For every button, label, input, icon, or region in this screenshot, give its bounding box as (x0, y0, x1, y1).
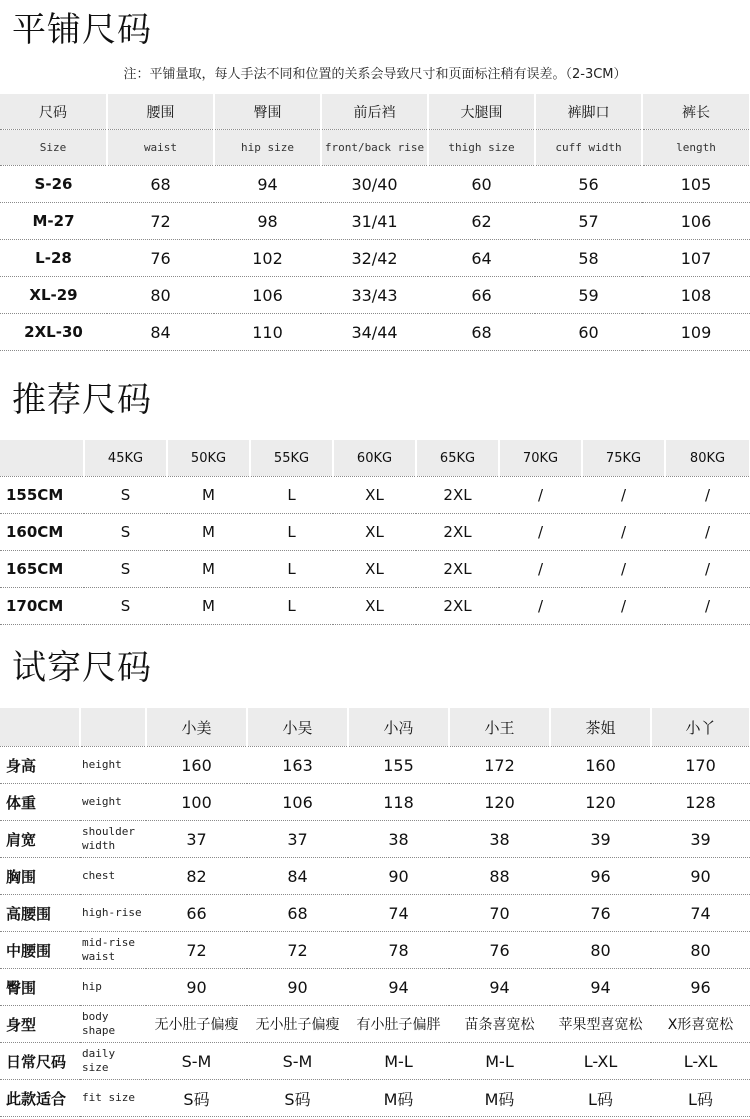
table-cell: L (250, 588, 333, 625)
column-header: 裤长 (642, 94, 750, 130)
table-cell: 70 (449, 895, 550, 932)
measure-label: 身型 (0, 1006, 80, 1043)
table-cell: S (84, 514, 167, 551)
column-header: 50KG (167, 440, 250, 477)
column-header: 55KG (250, 440, 333, 477)
table-cell: S-M (146, 1043, 247, 1080)
measure-label-en: body shape (80, 1006, 146, 1043)
column-header: 小丫 (651, 708, 750, 747)
table-cell: 2XL (416, 588, 499, 625)
table-cell: / (499, 588, 582, 625)
table-cell: 80 (550, 932, 651, 969)
column-header: 45KG (84, 440, 167, 477)
table-cell: 160 (550, 747, 651, 784)
table-cell: 34/44 (321, 314, 428, 351)
measure-label-en: hip (80, 969, 146, 1006)
table-cell: S码 (146, 1080, 247, 1117)
size-label: L-28 (0, 240, 107, 277)
size-label: XL-29 (0, 277, 107, 314)
table-cell: 90 (348, 858, 449, 895)
table-cell: / (499, 551, 582, 588)
table-cell: 80 (107, 277, 214, 314)
table-cell: / (582, 514, 665, 551)
table-cell: 76 (550, 895, 651, 932)
recommended-size-table (0, 440, 750, 625)
table-row (0, 514, 750, 551)
table-cell: 59 (535, 277, 642, 314)
table-row (0, 1080, 750, 1117)
table-cell: S码 (247, 1080, 348, 1117)
column-header-en: Size (0, 130, 107, 166)
table-cell: / (665, 477, 750, 514)
table-cell: 88 (449, 858, 550, 895)
table-cell: 76 (449, 932, 550, 969)
table-cell: 172 (449, 747, 550, 784)
table-cell: 80 (651, 932, 750, 969)
table-cell: 74 (348, 895, 449, 932)
section-title-tryon-size: 试穿尺码 (12, 648, 152, 688)
table-row (0, 747, 750, 784)
measure-label: 高腰围 (0, 895, 80, 932)
table-cell: / (665, 551, 750, 588)
column-header: 65KG (416, 440, 499, 477)
column-header: 小王 (449, 708, 550, 747)
table-cell: / (499, 514, 582, 551)
table-cell: 94 (214, 166, 321, 203)
column-header: 75KG (582, 440, 665, 477)
measure-label-en: mid-rise waist (80, 932, 146, 969)
table-cell: 66 (146, 895, 247, 932)
table-row (0, 969, 750, 1006)
table-cell: 56 (535, 166, 642, 203)
table-cell: L-XL (651, 1043, 750, 1080)
table-row (0, 477, 750, 514)
table-cell: S (84, 551, 167, 588)
table-cell: L (250, 477, 333, 514)
measure-label-en: daily size (80, 1043, 146, 1080)
size-label: M-27 (0, 203, 107, 240)
table-cell: M-L (449, 1043, 550, 1080)
table-row (0, 588, 750, 625)
table-cell: / (582, 588, 665, 625)
table-row (0, 1006, 750, 1043)
table-cell: 无小肚子偏瘦 (247, 1006, 348, 1043)
table-cell: 82 (146, 858, 247, 895)
table-cell: 68 (247, 895, 348, 932)
table-cell: M (167, 588, 250, 625)
table-cell: 106 (642, 203, 750, 240)
table-cell: 118 (348, 784, 449, 821)
table-cell: L-XL (550, 1043, 651, 1080)
table-cell: 58 (535, 240, 642, 277)
table-cell: 106 (247, 784, 348, 821)
table-cell: 94 (449, 969, 550, 1006)
table-cell: 2XL (416, 477, 499, 514)
table-cell: 90 (247, 969, 348, 1006)
table-cell: 33/43 (321, 277, 428, 314)
table-cell: L码 (651, 1080, 750, 1117)
table-cell: 96 (550, 858, 651, 895)
header-row (0, 440, 750, 477)
table-row (0, 858, 750, 895)
column-header (80, 708, 146, 747)
table-row (0, 551, 750, 588)
height-label: 165CM (0, 551, 84, 588)
table-cell: 37 (146, 821, 247, 858)
table-cell: 94 (348, 969, 449, 1006)
table-row (0, 203, 750, 240)
column-header-en: front/back rise (321, 130, 428, 166)
table-cell: 94 (550, 969, 651, 1006)
measure-label: 肩宽 (0, 821, 80, 858)
table-cell: 110 (214, 314, 321, 351)
table-cell: M码 (348, 1080, 449, 1117)
table-cell: 102 (214, 240, 321, 277)
table-cell: 72 (107, 203, 214, 240)
table-cell: 98 (214, 203, 321, 240)
table-cell: M (167, 514, 250, 551)
table-cell: 68 (428, 314, 535, 351)
column-header: 臀围 (214, 94, 321, 130)
table-cell: 76 (107, 240, 214, 277)
flat-size-table (0, 94, 750, 351)
table-cell: L码 (550, 1080, 651, 1117)
column-header: 70KG (499, 440, 582, 477)
table-cell: XL (333, 477, 416, 514)
table-cell: 74 (651, 895, 750, 932)
table-cell: XL (333, 551, 416, 588)
table-cell: 90 (651, 858, 750, 895)
table-cell: 160 (146, 747, 247, 784)
table-cell: S (84, 588, 167, 625)
column-header-en: hip size (214, 130, 321, 166)
column-header: 前后裆 (321, 94, 428, 130)
table-cell: 无小肚子偏瘦 (146, 1006, 247, 1043)
table-cell: 60 (535, 314, 642, 351)
measure-label: 日常尺码 (0, 1043, 80, 1080)
measure-label: 中腰围 (0, 932, 80, 969)
table-cell: 107 (642, 240, 750, 277)
table-row (0, 895, 750, 932)
table-cell: M (167, 477, 250, 514)
column-header: 小冯 (348, 708, 449, 747)
table-cell: / (499, 477, 582, 514)
size-label: 2XL-30 (0, 314, 107, 351)
table-cell: 57 (535, 203, 642, 240)
table-cell: M码 (449, 1080, 550, 1117)
table-cell: 90 (146, 969, 247, 1006)
header-row (0, 708, 750, 747)
table-row (0, 784, 750, 821)
measure-label: 胸围 (0, 858, 80, 895)
table-cell: 72 (247, 932, 348, 969)
column-header: 尺码 (0, 94, 107, 130)
table-cell: 有小肚子偏胖 (348, 1006, 449, 1043)
measure-label: 体重 (0, 784, 80, 821)
table-row (0, 314, 750, 351)
height-label: 170CM (0, 588, 84, 625)
table-cell: 66 (428, 277, 535, 314)
height-label: 155CM (0, 477, 84, 514)
table-cell: 106 (214, 277, 321, 314)
measure-label-en: shoulder width (80, 821, 146, 858)
table-cell: 62 (428, 203, 535, 240)
table-cell: 苗条喜宽松 (449, 1006, 550, 1043)
table-row (0, 1043, 750, 1080)
measure-label-en: weight (80, 784, 146, 821)
table-cell: 128 (651, 784, 750, 821)
table-cell: 108 (642, 277, 750, 314)
table-cell: / (582, 477, 665, 514)
measure-label: 此款适合 (0, 1080, 80, 1117)
column-header: 小美 (146, 708, 247, 747)
table-cell: 苹果型喜宽松 (550, 1006, 651, 1043)
table-cell: S (84, 477, 167, 514)
column-header (0, 708, 80, 747)
header-row-en (0, 130, 750, 166)
table-cell: 120 (449, 784, 550, 821)
table-row (0, 821, 750, 858)
table-cell: 100 (146, 784, 247, 821)
table-cell: 38 (449, 821, 550, 858)
table-cell: M (167, 551, 250, 588)
table-cell: 2XL (416, 551, 499, 588)
table-cell: 72 (146, 932, 247, 969)
measure-label-en: fit size (80, 1080, 146, 1117)
column-header-en: waist (107, 130, 214, 166)
measure-label: 臀围 (0, 969, 80, 1006)
table-cell: 163 (247, 747, 348, 784)
table-cell: 155 (348, 747, 449, 784)
tryon-size-table (0, 708, 750, 1117)
measure-label-en: high-rise (80, 895, 146, 932)
table-cell: 64 (428, 240, 535, 277)
table-cell: L (250, 514, 333, 551)
table-row (0, 932, 750, 969)
header-row-cn (0, 94, 750, 130)
table-cell: 37 (247, 821, 348, 858)
table-cell: 38 (348, 821, 449, 858)
column-header-en: length (642, 130, 750, 166)
column-header: 60KG (333, 440, 416, 477)
column-header-en: thigh size (428, 130, 535, 166)
table-cell: 31/41 (321, 203, 428, 240)
table-cell: 2XL (416, 514, 499, 551)
size-label: S-26 (0, 166, 107, 203)
column-header: 腰围 (107, 94, 214, 130)
height-label: 160CM (0, 514, 84, 551)
section-title-recommended-size: 推荐尺码 (12, 380, 152, 420)
table-cell: XL (333, 588, 416, 625)
table-cell: / (665, 514, 750, 551)
table-cell: L (250, 551, 333, 588)
table-cell: M-L (348, 1043, 449, 1080)
measure-label-en: chest (80, 858, 146, 895)
table-cell: 84 (247, 858, 348, 895)
column-header (0, 440, 84, 477)
table-cell: 96 (651, 969, 750, 1006)
measure-label-en: height (80, 747, 146, 784)
table-cell: 68 (107, 166, 214, 203)
column-header: 大腿围 (428, 94, 535, 130)
table-cell: 120 (550, 784, 651, 821)
column-header: 裤脚口 (535, 94, 642, 130)
table-cell: 78 (348, 932, 449, 969)
table-cell: 39 (550, 821, 651, 858)
table-cell: 39 (651, 821, 750, 858)
table-row (0, 277, 750, 314)
measurement-note: 注：平铺量取，每人手法不同和位置的关系会导致尺寸和页面标注稍有误差。（2-3CM） (123, 67, 627, 82)
table-cell: XL (333, 514, 416, 551)
table-cell: / (665, 588, 750, 625)
column-header-en: cuff width (535, 130, 642, 166)
table-cell: 170 (651, 747, 750, 784)
table-row (0, 166, 750, 203)
table-row (0, 240, 750, 277)
table-cell: 105 (642, 166, 750, 203)
column-header: 小吴 (247, 708, 348, 747)
table-cell: 84 (107, 314, 214, 351)
measure-label: 身高 (0, 747, 80, 784)
table-cell: 32/42 (321, 240, 428, 277)
table-cell: / (582, 551, 665, 588)
column-header: 茶姐 (550, 708, 651, 747)
table-cell: S-M (247, 1043, 348, 1080)
table-cell: 109 (642, 314, 750, 351)
section-title-flat-size: 平铺尺码 (12, 10, 152, 50)
table-cell: 60 (428, 166, 535, 203)
table-cell: X形喜宽松 (651, 1006, 750, 1043)
table-cell: 30/40 (321, 166, 428, 203)
column-header: 80KG (665, 440, 750, 477)
